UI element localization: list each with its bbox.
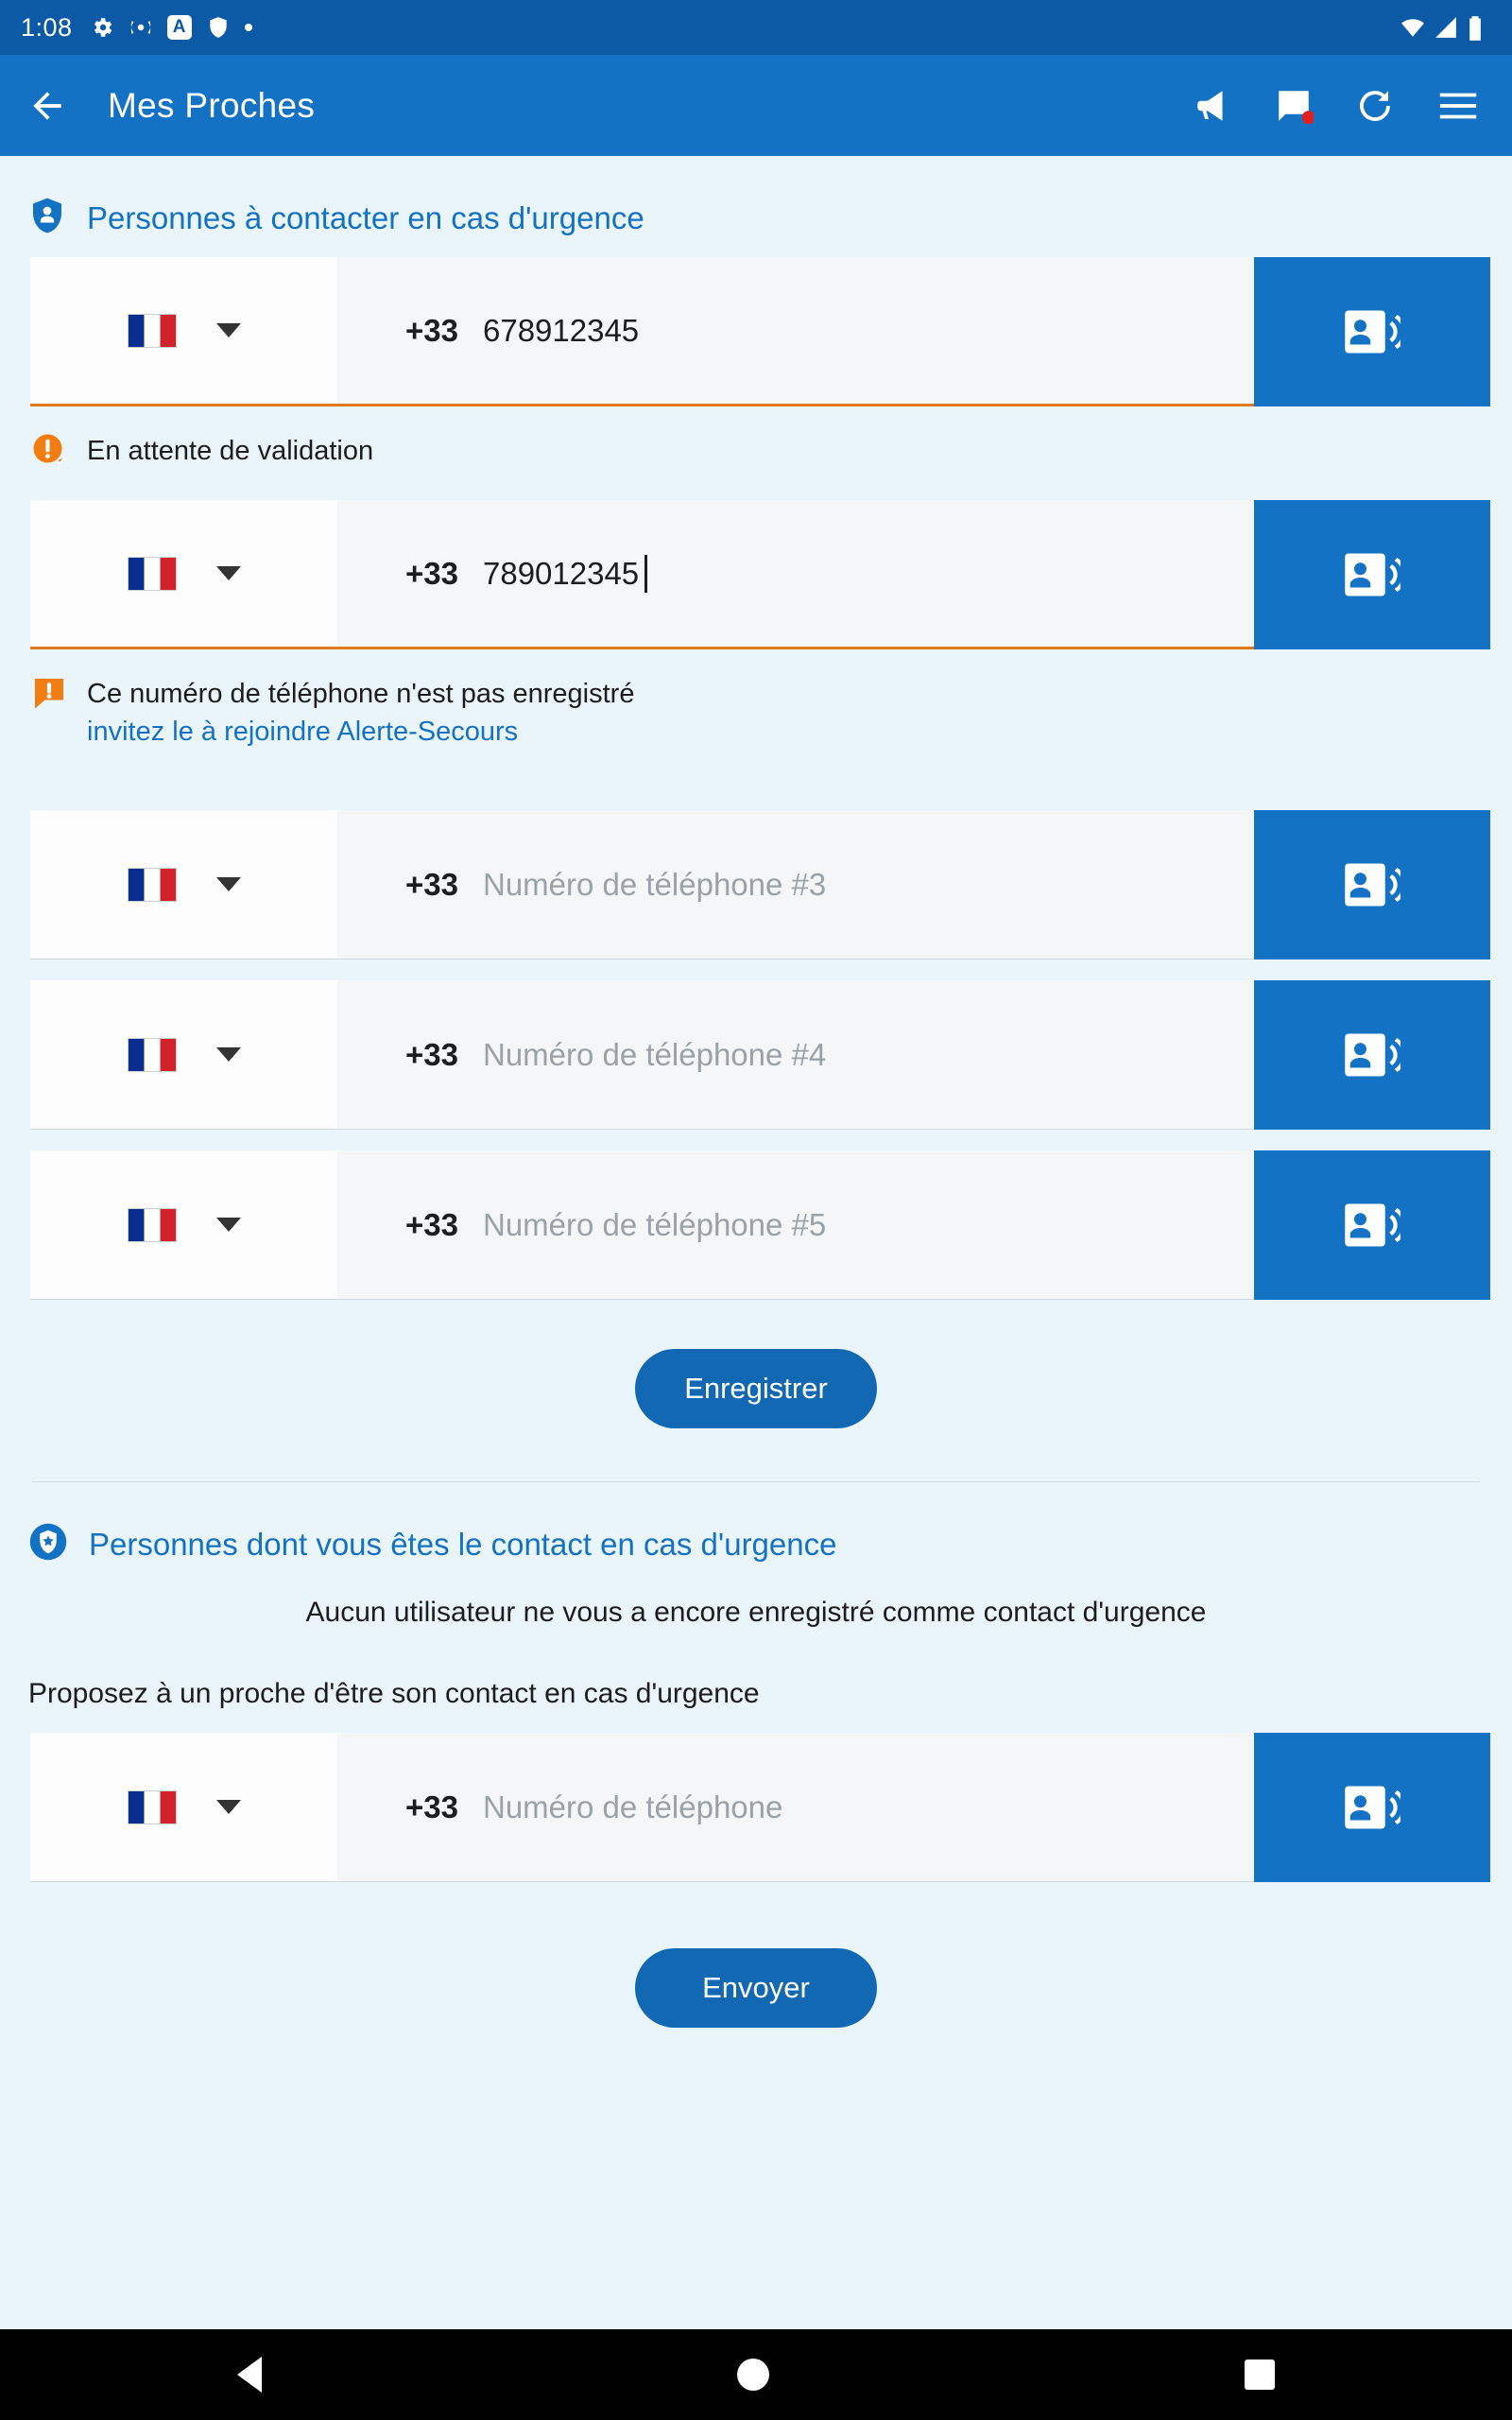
- country-code-selector-3[interactable]: [30, 810, 337, 959]
- status-bar: [0, 0, 1512, 55]
- contact-picker-icon: [1344, 1201, 1400, 1250]
- phone-prefix-4: +33: [405, 1036, 458, 1072]
- contact-picker-icon: [1344, 307, 1400, 356]
- chevron-down-icon: [216, 1047, 241, 1062]
- main-content: [0, 156, 1512, 2179]
- invite-row: [30, 1733, 1490, 1882]
- status-pending-row: [0, 406, 1512, 472]
- nav-home-icon[interactable]: [737, 2359, 769, 2391]
- app-bar-actions: [1193, 84, 1486, 128]
- chevron-down-icon: [216, 877, 241, 891]
- table-row: [30, 980, 1490, 1130]
- nav-recents-icon[interactable]: [1245, 2360, 1275, 2390]
- phone-prefix-invite: +33: [405, 1789, 458, 1824]
- country-code-selector-5[interactable]: [30, 1150, 337, 1300]
- contact-picker-button-3[interactable]: [1254, 810, 1490, 959]
- table-row: [30, 257, 1490, 406]
- message-icon[interactable]: [1274, 86, 1314, 126]
- contact-picker-button-2[interactable]: [1254, 500, 1490, 649]
- phone-input-1[interactable]: [337, 257, 1254, 406]
- back-arrow-icon[interactable]: [26, 85, 68, 127]
- section-emergency-title: Personnes à contacter en cas d'urgence: [87, 199, 644, 235]
- phone-value-1: 678912345: [482, 312, 640, 348]
- chevron-down-icon: [216, 1800, 241, 1814]
- table-row: [30, 500, 1490, 649]
- contact-picker-button-5[interactable]: [1254, 1150, 1490, 1300]
- contact-picker-button-4[interactable]: [1254, 980, 1490, 1130]
- french-flag-icon: [128, 557, 177, 591]
- chevron-down-icon: [216, 323, 241, 337]
- menu-icon[interactable]: [1436, 84, 1480, 128]
- french-flag-icon: [128, 868, 177, 902]
- shield-person-icon: [28, 196, 66, 240]
- phone-placeholder-5: Numéro de téléphone #5: [482, 1206, 827, 1242]
- status-icons-right: [1399, 15, 1491, 40]
- contact-picker-icon: [1344, 550, 1400, 599]
- status-clock: 1:08: [21, 12, 73, 42]
- section-contact-for-title: Personnes dont vous êtes le contact en cas d'urgence: [89, 1526, 837, 1562]
- table-row: [30, 810, 1490, 959]
- cast-icon: [129, 15, 153, 40]
- bottom-spacer: [0, 2179, 1512, 2329]
- invite-link[interactable]: invitez le à rejoindre Alerte-Secours: [87, 717, 519, 748]
- french-flag-icon: [128, 1208, 177, 1242]
- status-unregistered-row: [0, 649, 1512, 748]
- send-button[interactable]: Envoyer: [635, 1948, 877, 2028]
- text-cursor: [644, 555, 647, 593]
- section-contact-for-header: [0, 1482, 1512, 1583]
- contact-picker-icon: [1344, 1030, 1400, 1080]
- status-unregistered-text-group: [87, 676, 634, 748]
- battery-icon: [1467, 15, 1491, 40]
- chevron-down-icon: [216, 1218, 241, 1232]
- phone-input-2[interactable]: [337, 500, 1254, 649]
- contact-picker-icon: [1344, 860, 1400, 909]
- phone-value-2: 789012345: [482, 555, 640, 591]
- app-bar: [0, 55, 1512, 156]
- french-flag-icon: [128, 314, 177, 348]
- table-row: [30, 1150, 1490, 1300]
- system-nav-bar: [0, 2329, 1512, 2420]
- nav-back-icon[interactable]: [237, 2357, 262, 2393]
- phone-prefix-2: +33: [405, 555, 458, 591]
- french-flag-icon: [128, 1790, 177, 1824]
- contact-picker-button-1[interactable]: [1254, 257, 1490, 406]
- status-unregistered-text: Ce numéro de téléphone n'est pas enregistré: [87, 679, 635, 709]
- status-pending-text: En attente de validation: [87, 436, 374, 466]
- phone-prefix-5: +33: [405, 1206, 458, 1242]
- phone-input-3[interactable]: [337, 810, 1254, 959]
- phone-placeholder-4: Numéro de téléphone #4: [482, 1036, 827, 1072]
- signal-icon: [1433, 15, 1457, 40]
- shield-icon: [206, 15, 231, 40]
- phone-prefix-1: +33: [405, 312, 458, 348]
- empty-state-message: Aucun utilisateur ne vous a encore enregistré comme contact d'urgence: [305, 1597, 1207, 1629]
- contact-picker-button-invite[interactable]: [1254, 1733, 1490, 1882]
- country-code-selector-1[interactable]: [30, 257, 337, 406]
- shield-badge-icon: [28, 1522, 68, 1566]
- phone-input-invite[interactable]: [337, 1733, 1254, 1882]
- country-code-selector-4[interactable]: [30, 980, 337, 1130]
- phone-input-5[interactable]: [337, 1150, 1254, 1300]
- gear-icon: [90, 15, 114, 40]
- invite-prompt-label: Proposez à un proche d'être son contact en cas d'urgence: [28, 1678, 760, 1710]
- contact-picker-icon: [1344, 1783, 1400, 1832]
- save-button[interactable]: Enregistrer: [635, 1349, 877, 1428]
- megaphone-icon[interactable]: [1193, 86, 1232, 126]
- adguard-icon: A: [167, 15, 192, 40]
- section-emergency-header: [0, 156, 1512, 257]
- phone-prefix-3: +33: [405, 866, 458, 902]
- phone-placeholder-invite: Numéro de téléphone: [482, 1789, 783, 1824]
- phone-input-4[interactable]: [337, 980, 1254, 1130]
- refresh-icon[interactable]: [1355, 86, 1395, 126]
- french-flag-icon: [128, 1038, 177, 1072]
- chevron-down-icon: [216, 566, 241, 580]
- wifi-icon: [1399, 15, 1423, 40]
- country-code-selector-invite[interactable]: [30, 1733, 337, 1882]
- status-icons-left: [90, 15, 252, 40]
- country-code-selector-2[interactable]: [30, 500, 337, 649]
- pending-validation-icon: [32, 433, 66, 472]
- warning-icon: [32, 676, 66, 715]
- phone-placeholder-3: Numéro de téléphone #3: [482, 866, 827, 902]
- dot-icon: [245, 24, 252, 31]
- page-title: Mes Proches: [108, 85, 316, 125]
